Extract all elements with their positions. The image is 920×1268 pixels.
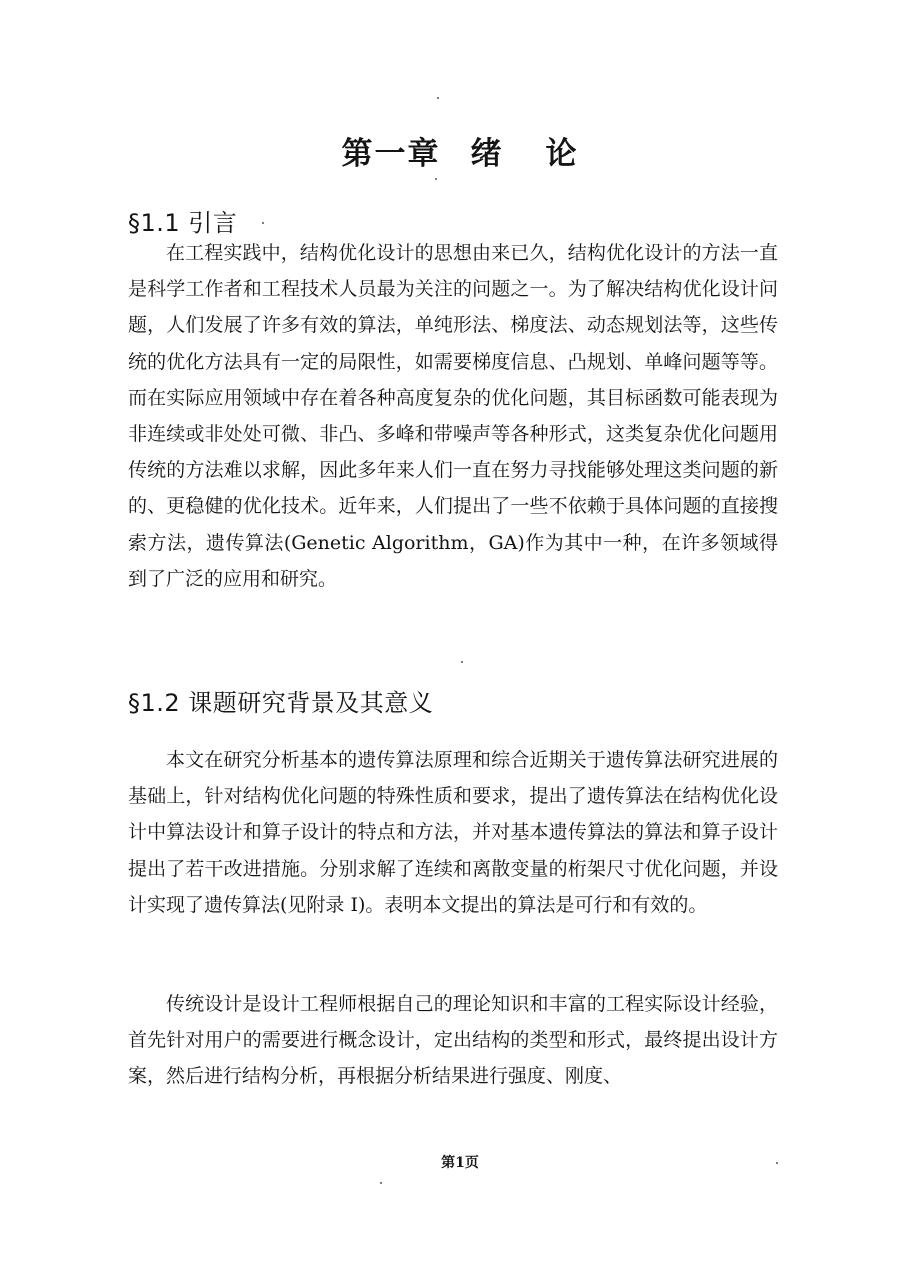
section-heading-introduction: §1.1 引言	[128, 209, 238, 237]
paragraph-background-1: 本文在研究分析基本的遗传算法原理和综合近期关于遗传算法研究进展的基础上，针对结构优化问题的特殊性质和要求，提出了遗传算法在结构优化设计中算法设计和算子设计的特点和方法，并对基本遗传算法的算法和算子设计提出了若干改进措施。分别求解了连续和离散变量的桁架尺寸优化问题，并设计实现了遗传算法(见附录 I)。表明本文提出的算法是可行和有效的。	[128, 749, 778, 916]
section-heading-background: §1.2 课题研究背景及其意义	[128, 689, 434, 717]
scan-speck	[262, 222, 264, 224]
scan-speck	[461, 661, 463, 663]
chapter-title-word-1: 绪	[470, 136, 504, 172]
chapter-title	[0, 128, 920, 173]
chapter-title-number: 第一章	[341, 136, 441, 172]
page-number: 第1页	[441, 1155, 479, 1171]
chapter-title-word-2: 论	[545, 136, 579, 172]
paragraph-background-2: 传统设计是设计工程师根据自己的理论知识和丰富的工程实际设计经验，首先针对用户的需要进行概念设计，定出结构的类型和形式，最终提出设计方案，然后进行结构分析，再根据分析结果进行强度、刚度、	[128, 993, 778, 1088]
paragraph-introduction: 在工程实践中，结构优化设计的思想由来已久，结构优化设计的方法一直是科学工作者和工程技术人员最为关注的问题之一。为了解决结构优化设计问题，人们发展了许多有效的算法，单纯形法、梯度法、动态规划法等，这些传统的优化方法具有一定的局限性，如需要梯度信息、凸规划、单峰问题等等。而在实际应用领域中存在着各种高度复杂的优化问题，其目标函数可能表现为非连续或非处处可微、非凸、多峰和带噪声等各种形式，这类复杂优化问题用传统的方法难以求解，因此多年来人们一直在努力寻找能够处理这类问题的新的、更稳健的优化技术。近年来，人们提出了一些不依赖于具体问题的直接搜索方法，遗传算法(Genetic Algorithm，GA)作为其中一种，在许多领域得到了广泛的应用和研究。	[128, 242, 778, 590]
scan-speck	[437, 97, 439, 99]
scan-speck	[435, 178, 437, 180]
scan-speck	[380, 1182, 382, 1184]
scan-speck	[776, 1162, 778, 1164]
